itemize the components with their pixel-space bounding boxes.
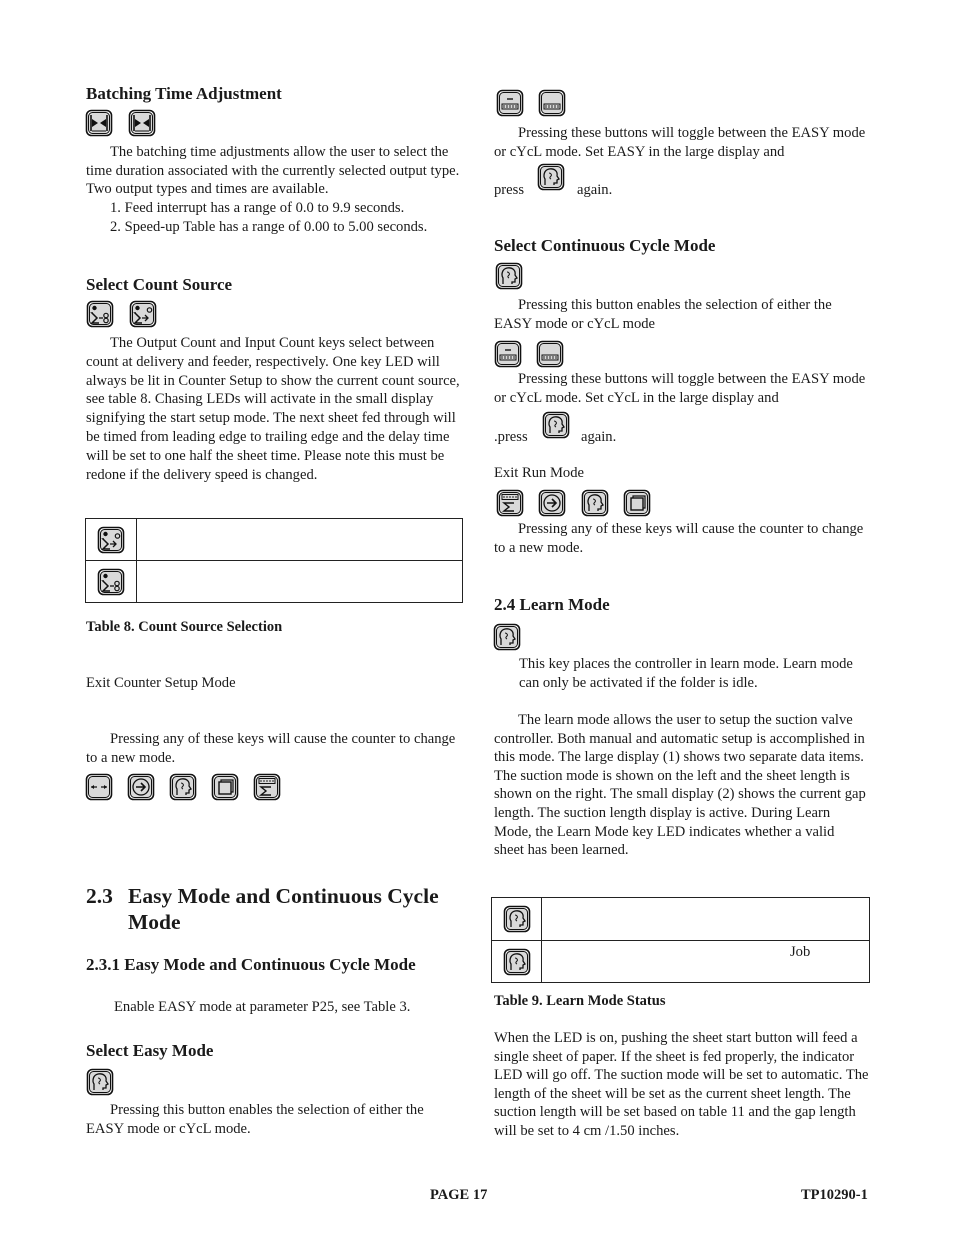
learn-key-icon bbox=[495, 262, 523, 290]
learn-mode-after: When the LED is on, pushing the sheet start button will feed a single sheet of paper. If the sheet is fed properly, the indicator LED will go off. The suction mode will be set to automatic. The length of the sheet will be set as the current sheet length. The suction length will be set based on table 11 and the gap length will be set to 4 cm /1.50 inches. bbox=[494, 1030, 869, 1139]
easy-toggle-body: Pressing these buttons will toggle between the EASY mode or cYcL mode. Set EASY in the large display and bbox=[494, 125, 866, 160]
section-title: Easy Mode and Continuous Cycle Mode bbox=[128, 884, 439, 934]
learn-key-icon bbox=[537, 163, 565, 191]
decrease-key-icon bbox=[536, 340, 564, 368]
easy-mode-heading: Select Easy Mode bbox=[86, 1041, 214, 1060]
easy-mode-body: Pressing this button enables the selection of either the EASY mode or cYcL mode. bbox=[86, 1102, 424, 1137]
cycle-toggle-press: .press bbox=[494, 429, 528, 445]
learn-status-table bbox=[491, 897, 870, 983]
batching-item-1: 1. Feed interrupt has a range of 0.0 to 9.9 seconds. bbox=[110, 200, 405, 216]
learn-key-icon bbox=[169, 773, 197, 801]
learn-mode-heading: 2.4 Learn Mode bbox=[494, 595, 610, 614]
input-count-key-icon bbox=[97, 526, 125, 554]
increase-key-icon bbox=[496, 89, 524, 117]
run-mode-key-icon bbox=[538, 489, 566, 517]
batching-heading: Batching Time Adjustment bbox=[86, 84, 282, 103]
learn-status-row-1-text bbox=[542, 898, 870, 941]
document-number: TP10290-1 bbox=[801, 1187, 868, 1203]
enable-easy-text: Enable EASY mode at parameter P25, see Table 3. bbox=[114, 999, 411, 1015]
batching-item-2: 2. Speed-up Table has a range of 0.00 to 5.00 seconds. bbox=[110, 219, 428, 235]
count-source-row-2-text bbox=[137, 561, 463, 603]
run-mode-key-icon bbox=[127, 773, 155, 801]
batch-key-icon bbox=[211, 773, 239, 801]
total-counter-key-icon bbox=[496, 489, 524, 517]
input-count-key-icon bbox=[129, 300, 157, 328]
table-8-caption: Table 8. Count Source Selection bbox=[86, 619, 283, 635]
table-row bbox=[492, 941, 870, 983]
learn-key-icon bbox=[86, 1068, 114, 1096]
cycle-toggle-body: Pressing these buttons will toggle between the EASY mode or cYcL mode. Set cYcL in the large display and bbox=[494, 371, 866, 406]
learn-key-icon bbox=[542, 411, 570, 439]
table-9-caption: Table 9. Learn Mode Status bbox=[494, 993, 666, 1009]
total-counter-key-icon bbox=[253, 773, 281, 801]
batch-time-left-key-icon bbox=[85, 109, 113, 137]
exit-setup-heading: Exit Counter Setup Mode bbox=[86, 675, 236, 691]
count-source-heading: Select Count Source bbox=[86, 275, 233, 294]
learn-key-icon bbox=[503, 905, 531, 933]
learn-mode-intro: This key places the controller in learn mode. Learn mode can only be activated if the folder is idle. bbox=[519, 656, 853, 691]
count-source-row-1-text bbox=[137, 519, 463, 561]
batch-time-right-key-icon bbox=[128, 109, 156, 137]
cycle-toggle-again: again. bbox=[581, 429, 617, 445]
table-row bbox=[86, 519, 463, 561]
easy-toggle-press: press bbox=[494, 182, 524, 198]
easy-toggle-again: again. bbox=[577, 182, 613, 198]
cycle-mode-heading: Select Continuous Cycle Mode bbox=[494, 236, 716, 255]
decrease-key-icon bbox=[538, 89, 566, 117]
learn-status-row-2-text: Job bbox=[542, 941, 870, 983]
exit-setup-body: Pressing any of these keys will cause the counter to change to a new mode. bbox=[86, 731, 456, 766]
page-number: PAGE 17 bbox=[430, 1187, 488, 1203]
section-number: 2.3 bbox=[86, 884, 113, 908]
table-row bbox=[492, 898, 870, 941]
count-source-body: The Output Count and Input Count keys select between count at delivery and feeder, respectively. One key LED will always be lit in Counter Setup to show the current count source, see table 8. Chasing LEDs will activate in the small display signifying the start setup mode. The next sheet fed through will be timed from leading edge to trailing edge and the delay time will be set to one half the sheet time. Please note this must be redone if the delivery speed is changed. bbox=[86, 335, 460, 483]
exit-run-heading: Exit Run Mode bbox=[494, 465, 584, 481]
learn-key-icon bbox=[581, 489, 609, 517]
batch-key-icon bbox=[623, 489, 651, 517]
output-count-key-icon bbox=[97, 568, 125, 596]
subsection-heading: 2.3.1 Easy Mode and Continuous Cycle Mode bbox=[86, 955, 416, 974]
learn-mode-body: The learn mode allows the user to setup the suction valve controller. Both manual and automatic setup is accomplished in this mode. The large display (1) shows two separate data items. The suction mode is shown on the left and the sheet length is shown on the right. The small display (2) shows the current gap length. The suction length display is active. During Learn Mode, the Learn Mode key LED indicates whether a valid sheet has been learned. bbox=[494, 712, 866, 859]
cycle-mode-body: Pressing this button enables the selection of either the EASY mode or cYcL mode bbox=[494, 297, 832, 332]
gap-length-key-icon bbox=[85, 773, 113, 801]
increase-key-icon bbox=[494, 340, 522, 368]
count-source-table bbox=[85, 518, 463, 603]
table-row bbox=[86, 561, 463, 603]
output-count-key-icon bbox=[86, 300, 114, 328]
exit-run-body: Pressing any of these keys will cause the counter to change to a new mode. bbox=[494, 521, 864, 556]
learn-key-icon bbox=[493, 623, 521, 651]
learn-key-icon bbox=[503, 948, 531, 976]
batching-intro: The batching time adjustments allow the user to select the time duration associated with the currently selected output type. Two output types and times are available. bbox=[86, 144, 460, 198]
